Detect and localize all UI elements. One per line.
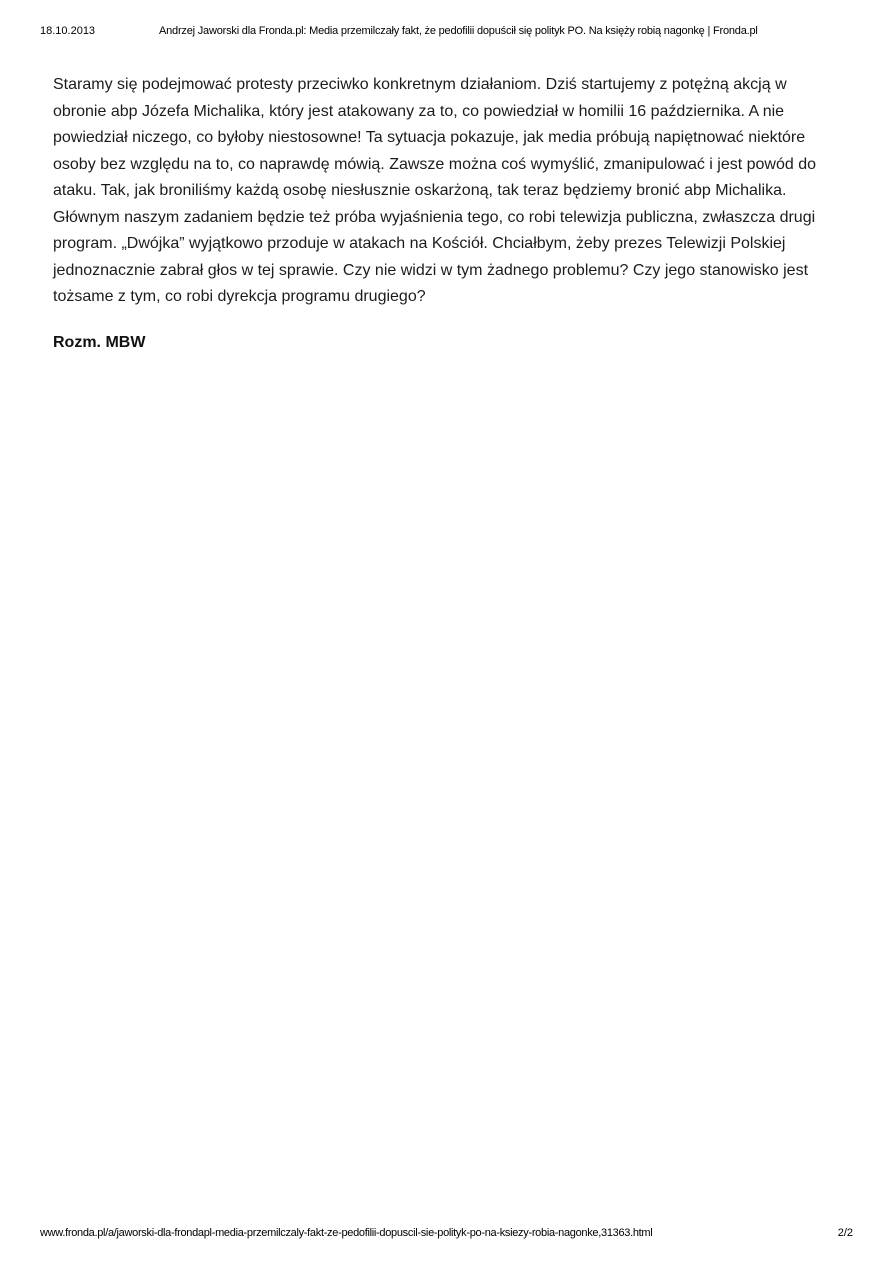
article-content: [53, 72, 843, 355]
print-date: 18.10.2013: [40, 25, 96, 37]
page-url: www.fronda.pl/a/jaworski-dla-frondapl-media-przemilczaly-fakt-ze-pedofilii-dopuscil-sie-polityk-po-na-ksiezy-robia-nagonke,31363.html: [40, 1227, 653, 1239]
page-title: Andrzej Jaworski dla Fronda.pl: Media przemilczały fakt, że pedofilii dopuścił się polityk PO. Na księży robią nagonkę | Fronda.pl: [159, 25, 758, 37]
page-number: 2/2: [837, 1227, 853, 1239]
article-signature: Rozm. MBW: [53, 333, 146, 351]
article-paragraph: Staramy się podejmować protesty przeciwko konkretnym działaniom. Dziś startujemy z potężną akcją w obronie abp Józefa Michalika, który jest atakowany za to, co powiedział w homilii 16 października. A nie powiedział niczego, co byłoby niestosowne! Ta sytuacja pokazuje, jak media próbują napiętnować niektóre osoby bez względu na to, co naprawdę mówią. Zawsze można coś wymyślić, zmanipulować i jest powód do ataku. Tak, jak broniliśmy każdą osobę niesłusznie oskarżoną, tak teraz będziemy bronić abp Michalika. Głównym naszym zadaniem będzie też próba wyjaśnienia tego, co robi telewizja publiczna, zwłaszcza drugi program. „Dwójka” wyjątkowo przoduje w atakach na Kościół. Chciałbym, żeby prezes Telewizji Polskiej jednoznacznie zabrał głos w tej sprawie. Czy nie widzi w tym żadnego problemu? Czy jego stanowisko jest tożsame z tym, co robi dyrekcja programu drugiego?: [53, 76, 817, 305]
